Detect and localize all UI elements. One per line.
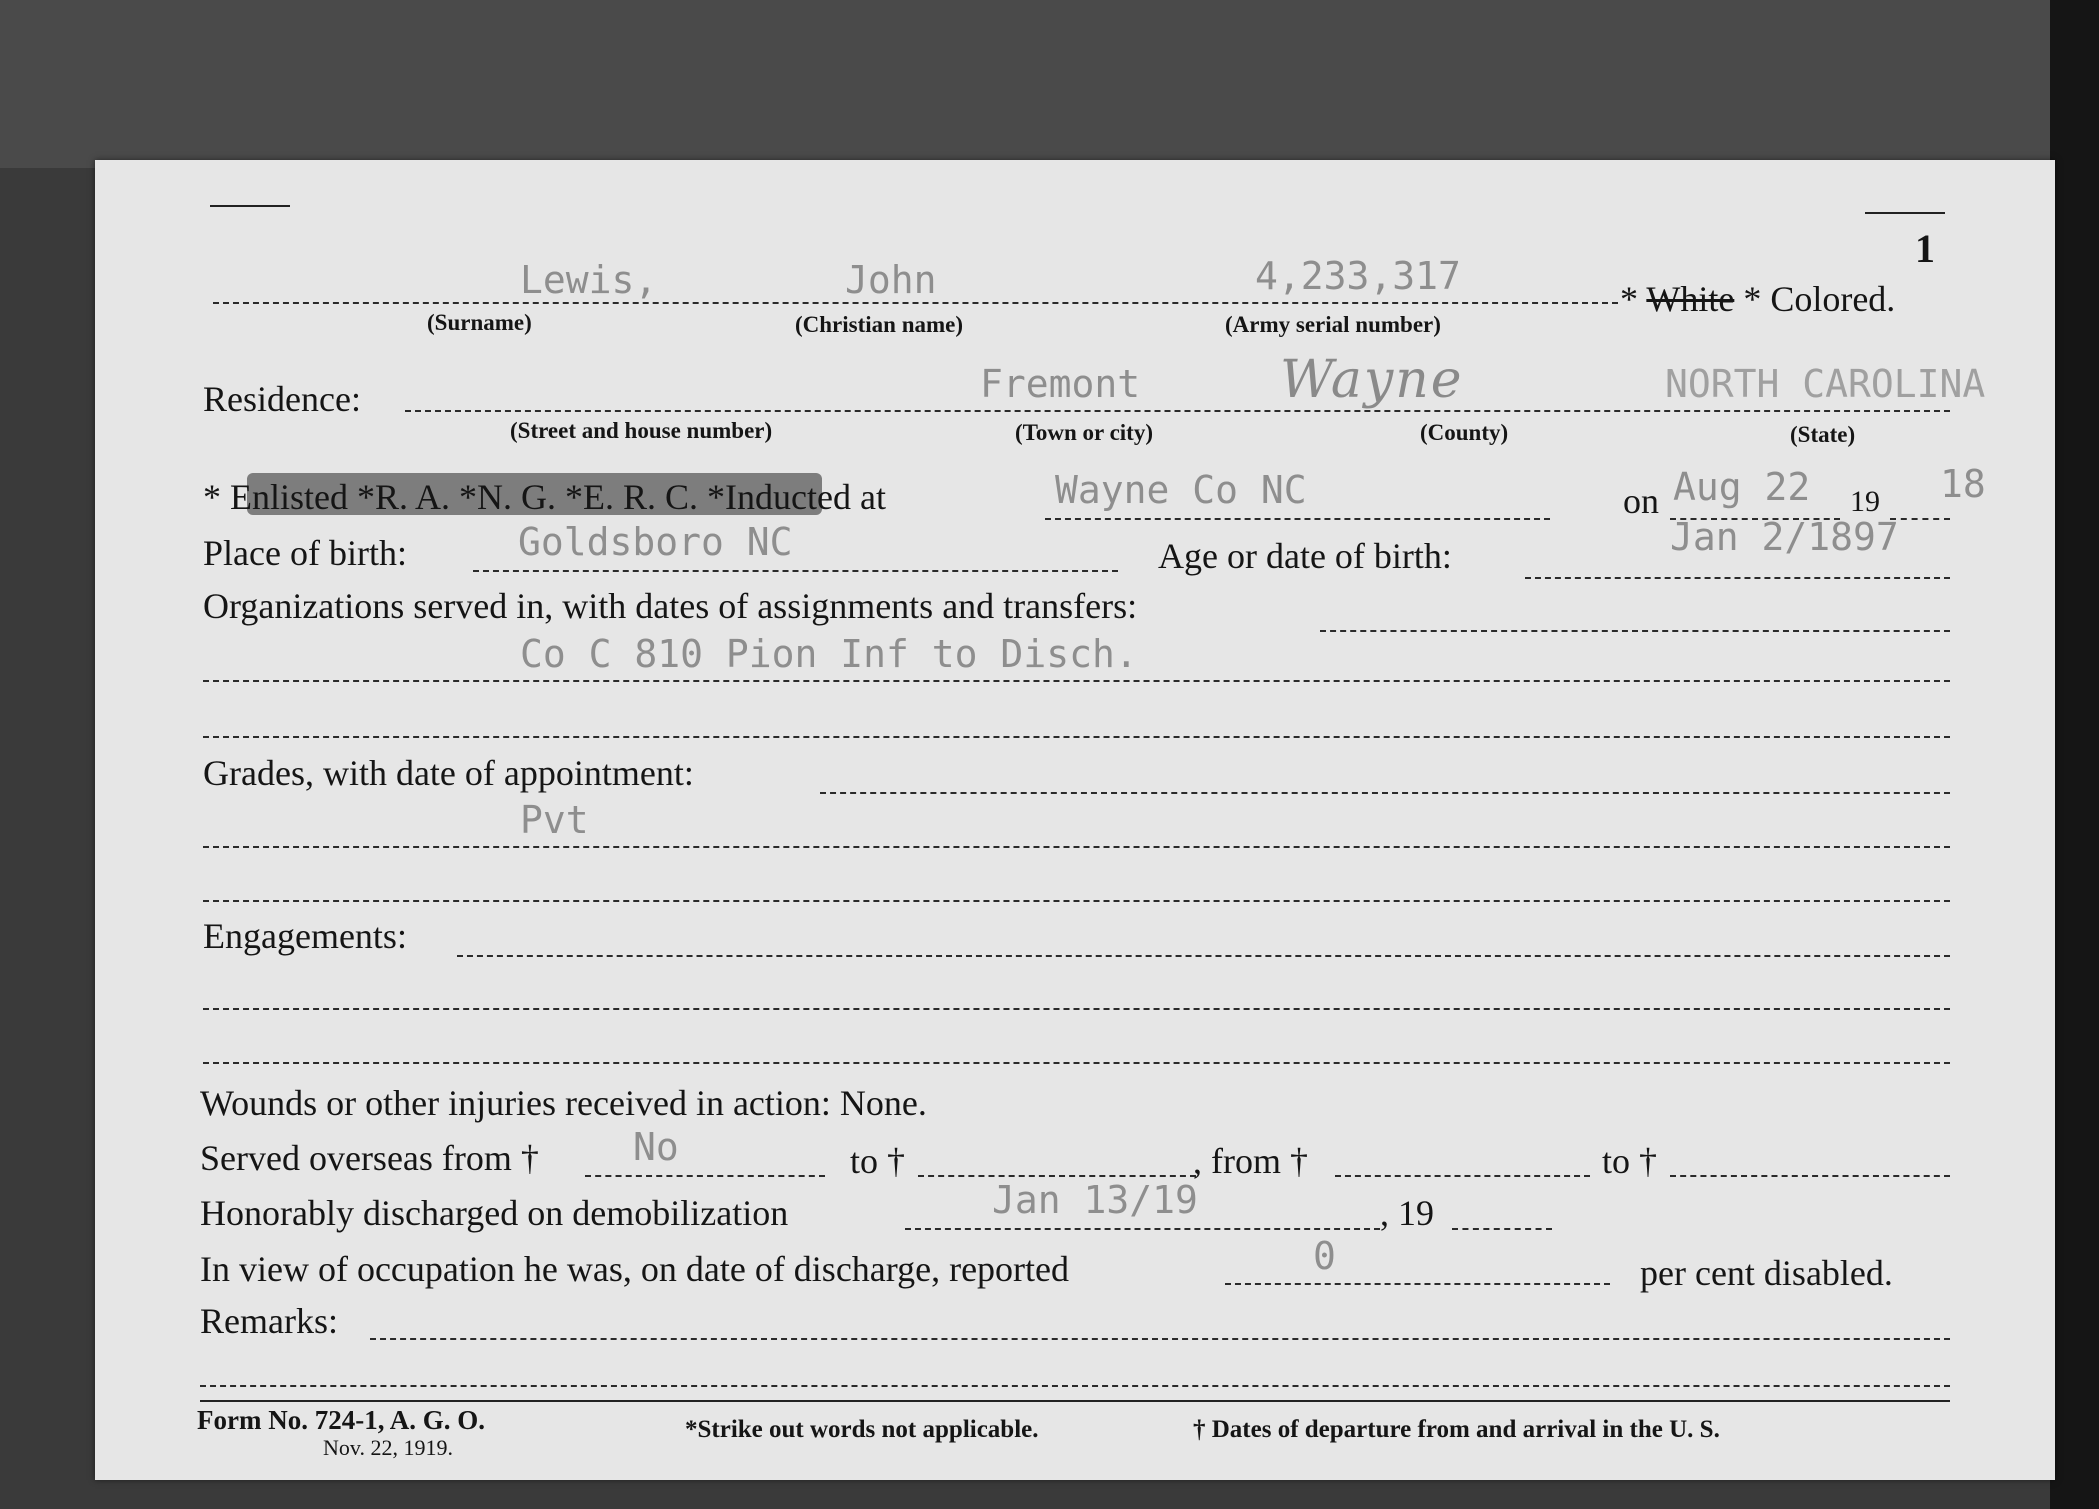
organizations-value: Co C 810 Pion Inf to Disch. [520,632,1138,676]
form-number: Form No. 724-1, A. G. O. [197,1405,485,1435]
remarks-label: Remarks: [200,1301,338,1341]
enlisted-option: Enlisted [230,477,348,517]
scan-edge [2050,0,2099,1509]
overseas-to2-text: to [1602,1141,1631,1181]
engagements-line-3 [203,1062,1950,1064]
overseas-from2-label: , from † [1193,1141,1308,1181]
overseas-from-text: Served overseas from [200,1138,512,1178]
disability-suffix: per cent disabled. [1640,1253,1893,1293]
army-serial-number-value: 4,233,317 [1255,254,1461,298]
strike-note-text: Strike out words not applicable. [697,1416,1039,1443]
grades-value: Pvt [520,798,589,842]
overseas-to-text: to [850,1141,879,1181]
disability-label: In view of occupation he was, on date of discharge, reported [200,1249,1070,1289]
disability-line [1225,1283,1610,1285]
race-white-struck: White [1646,279,1735,319]
army-serial-label: (Army serial number) [1225,312,1441,337]
organizations-line-2 [203,680,1950,682]
overseas-to-line [918,1175,1196,1177]
footer-rule [200,1400,1950,1402]
discharge-year-prefix: , 19 [1380,1193,1434,1233]
overseas-to2-line [1670,1175,1950,1177]
grades-line-1 [820,792,1950,794]
dates-note-text: Dates of departure from and arrival in the U. S. [1211,1416,1720,1443]
grades-label: Grades, with date of appointment: [203,753,694,793]
engagements-label: Engagements: [203,916,407,956]
remarks-line-1 [370,1338,1950,1340]
place-of-birth-line [473,570,1118,572]
enlistment-type-field: * Enlisted *R. A. *N. G. *E. R. C. *Inducted at [203,477,886,517]
ra-option: R. A. [374,477,451,517]
overseas-from-line [585,1175,825,1177]
corner-rule [210,205,290,207]
grades-line-3 [203,900,1950,902]
inducted-line [1045,518,1550,520]
dates-note: † Dates of departure from and arrival in the U. S. [1193,1416,1720,1443]
wounds-label: Wounds or other injuries received in action: [200,1083,831,1123]
scan-background [0,0,2099,168]
inducted-at-value: Wayne Co NC [1055,468,1307,512]
residence-label: Residence: [203,379,361,419]
date-of-birth-value: Jan 2/1897 [1670,515,1899,559]
inducted-label: Inducted at [725,477,886,517]
organizations-line-1 [1320,630,1950,632]
residence-state-value: NORTH CAROLINA [1665,362,1986,406]
street-label: (Street and house number) [510,418,773,443]
on-label: on [1623,481,1659,521]
engagements-line-1 [457,955,1950,957]
place-of-birth-value: Goldsboro NC [518,520,793,564]
remarks-line-2 [200,1385,1950,1387]
christian-name-value: John [845,258,937,302]
residence-town-value: Fremont [980,362,1141,406]
strike-note: *Strike out words not applicable. [685,1416,1039,1443]
residence-county-value: Wayne [1280,350,1464,410]
discharge-label: Honorably discharged on demobilization [200,1193,789,1233]
service-record-card [95,160,2055,1480]
overseas-to-label: to † [850,1141,906,1181]
county-label: (County) [1420,420,1509,445]
overseas-to2-label: to † [1602,1141,1658,1181]
discharge-line [905,1228,1380,1230]
overseas-from-value: No [633,1125,679,1169]
race-field: * White * Colored. [1620,279,1896,319]
town-label: (Town or city) [1015,420,1153,445]
ng-option: N. G. [477,477,557,517]
wounds-field [200,1082,927,1124]
christian-name-label: (Christian name) [795,312,964,337]
organizations-line-3 [203,736,1950,738]
overseas-from2-text: , from [1193,1141,1281,1181]
grades-line-2 [203,846,1950,848]
wounds-value: None. [839,1083,927,1123]
overseas-from-label: Served overseas from † [200,1138,539,1178]
year-prefix: 19 [1850,485,1880,518]
card-number: 1 [1915,226,1935,271]
induction-year-value: 18 [1940,462,1986,506]
disability-value: 0 [1313,1234,1336,1278]
race-colored: Colored. [1770,279,1896,319]
place-of-birth-label: Place of birth: [203,533,407,573]
induction-date-value: Aug 22 [1673,465,1811,509]
name-line [213,302,1618,304]
corner-rule [1865,212,1945,214]
form-date: Nov. 22, 1919. [323,1435,453,1460]
age-line [1525,577,1950,579]
discharge-date-value: Jan 13/19 [992,1178,1198,1222]
erc-option: E. R. C. [583,477,699,517]
surname-value: Lewis, [520,258,658,302]
residence-line [405,410,1950,412]
engagements-line-2 [203,1008,1950,1010]
organizations-label: Organizations served in, with dates of assignments and transfers: [203,586,1138,626]
overseas-from2-line [1335,1175,1590,1177]
state-label: (State) [1790,422,1856,447]
year-line [1890,518,1950,520]
discharge-year-line [1452,1228,1552,1230]
age-label: Age or date of birth: [1158,536,1452,576]
surname-label: (Surname) [427,310,532,335]
